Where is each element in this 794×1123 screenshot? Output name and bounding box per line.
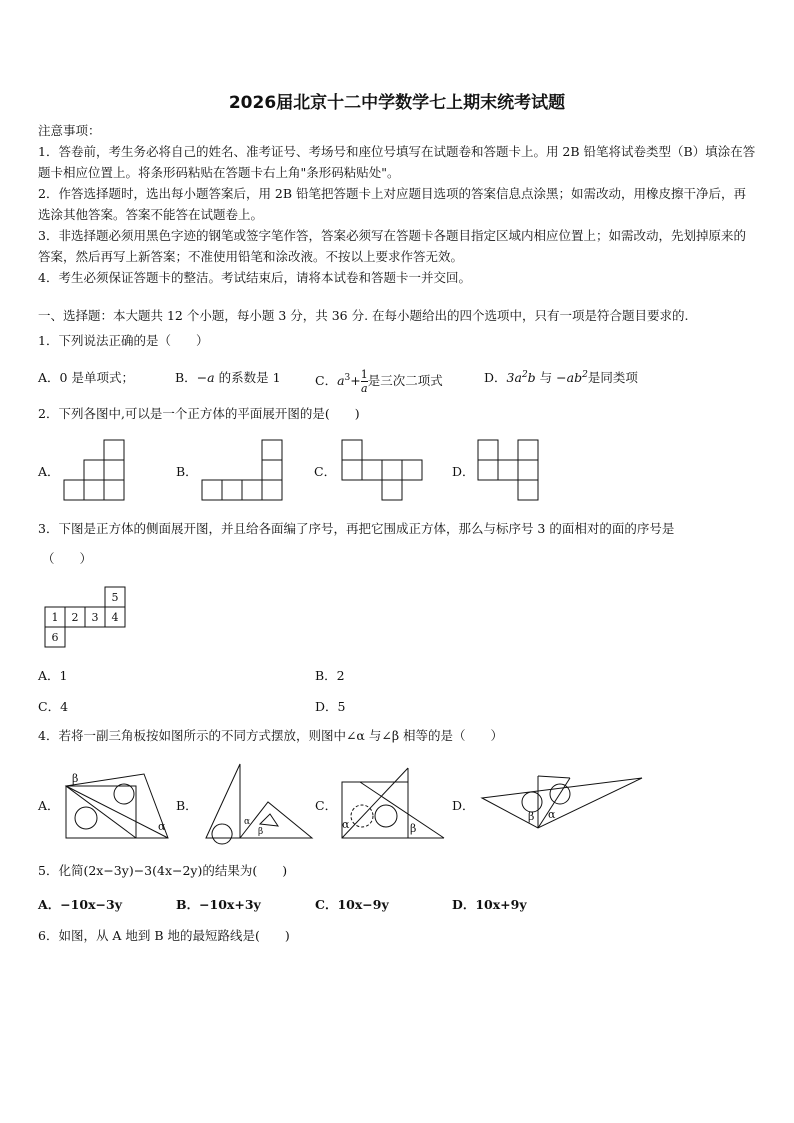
q1-option-a: A．0 是单项式； xyxy=(38,370,134,385)
q2-label-c: C． xyxy=(314,464,337,479)
q3-cell-2: 2 xyxy=(71,611,79,624)
q5-option-b: B．−10x+3y xyxy=(176,897,261,912)
q3-cell-1: 1 xyxy=(51,611,59,624)
section-heading: 一、选择题：本大题共 12 个小题，每小题 3 分，共 36 分. 在每小题给出的四个选项中，只有一项是符合题目要求的. xyxy=(38,308,689,323)
q4-figure-b xyxy=(200,762,316,842)
notes-heading: 注意事项： xyxy=(38,123,101,138)
q4-figure-c xyxy=(338,768,448,840)
q3-cell-4: 4 xyxy=(111,611,119,624)
notes-block xyxy=(38,120,758,288)
note-item: 1．答卷前，考生务必将自己的姓名、准考证号、考场号和座位号填写在试题卷和答题卡上。用 2B 铅笔将试卷类型（B）填涂在答题卡相应位置上。将条形码粘贴在答题卡右上角"条形码粘贴处"。 xyxy=(38,144,756,180)
q4-label-a: A． xyxy=(38,798,60,813)
note-item: 3．非选择题必须用黑色字迹的钢笔或签字笔作答，答案必须写在答题卡各题目指定区域内相应位置上；如需改动，先划掉原来的答案，然后再写上新答案；不准使用铅笔和涂改液。不按以上要求作答无效。 xyxy=(38,228,746,264)
note-item: 4．考生必须保证答题卡的整洁。考试结束后，请将本试卷和答题卡一并交回。 xyxy=(38,270,471,285)
q2-label-b: B． xyxy=(176,464,198,479)
beta-label: β xyxy=(410,822,417,835)
q3-cell-6: 6 xyxy=(51,631,59,644)
q4-label-b: B． xyxy=(176,798,198,813)
question-3-paren: （ ） xyxy=(42,551,93,566)
q3-cell-3: 3 xyxy=(91,611,99,624)
question-2-stem: 2．下列各图中,可以是一个正方体的平面展开图的是( ) xyxy=(38,406,360,421)
question-4-stem: 4．若将一副三角板按如图所示的不同方式摆放，则图中∠α 与∠β 相等的是（ ） xyxy=(38,728,504,743)
beta-label: β xyxy=(528,810,535,823)
q2-net-d xyxy=(478,440,540,502)
question-6-stem: 6．如图，从 A 地到 B 地的最短路线是( ) xyxy=(38,928,290,943)
q3-cell-5: 5 xyxy=(111,591,119,604)
alpha-label: α xyxy=(342,818,350,831)
beta-label: β xyxy=(72,772,79,785)
q3-option-b: B．2 xyxy=(315,668,345,683)
q5-option-a: A．−10x−3y xyxy=(38,897,122,912)
alpha-label: α xyxy=(548,808,556,821)
alpha-label: α xyxy=(244,817,251,827)
q2-label-a: A． xyxy=(38,464,60,479)
q2-net-a xyxy=(64,440,126,502)
q4-label-d: D． xyxy=(452,798,475,813)
q5-option-d: D．10x+9y xyxy=(452,897,527,912)
q3-option-d: D．5 xyxy=(315,699,346,714)
question-3-stem: 3．下图是正方体的侧面展开图，并且给各面编了序号，再把它围成正方体，那么与标序号 3 的面相对的面的序号是 xyxy=(38,521,675,536)
q5-option-c: C．10x−9y xyxy=(315,897,389,912)
q4-figure-d xyxy=(478,770,644,832)
note-item: 2．作答选择题时，选出每小题答案后，用 2B 铅笔把答题卡上对应题目选项的答案信息点涂黑；如需改动，用橡皮擦干净后，再选涂其他答案。答案不能答在试题卷上。 xyxy=(38,186,747,222)
q2-net-b xyxy=(202,440,284,502)
q4-figure-a xyxy=(62,768,172,840)
q3-net xyxy=(45,587,127,649)
q1-option-d: D．$3a^2b$ 与 $-ab^2$是同类项 xyxy=(484,369,638,385)
q2-net-c xyxy=(342,440,424,502)
beta-label: β xyxy=(258,827,264,837)
question-1-stem: 1．下列说法正确的是（ ） xyxy=(38,333,209,348)
q1-option-b: B．−a 的系数是 1 xyxy=(175,370,281,385)
q3-option-a: A．1 xyxy=(38,668,68,683)
alpha-label: α xyxy=(158,820,166,833)
q4-label-c: C． xyxy=(315,798,338,813)
page-title: 2026届北京十二中学数学七上期末统考试题 xyxy=(228,93,566,113)
q2-label-d: D． xyxy=(452,464,475,479)
q3-option-c: C．4 xyxy=(38,699,69,714)
q1-option-c: C．$a^3+$ $\frac{1}{a}$ 是三次二项式 xyxy=(315,368,443,395)
question-5-stem: 5．化简(2x−3y)−3(4x−2y)的结果为( ) xyxy=(38,863,288,878)
